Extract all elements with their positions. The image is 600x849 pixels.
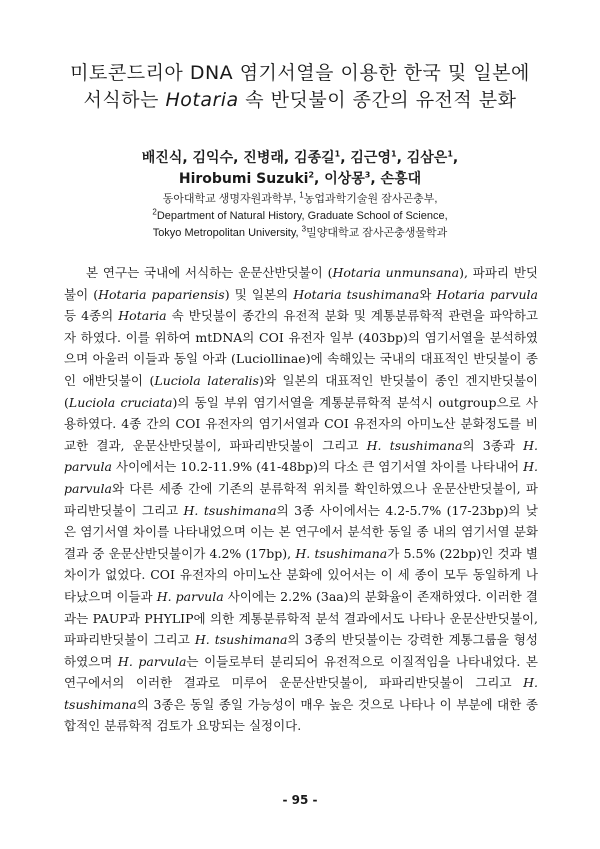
species-name: H. tsushimana: [64, 675, 538, 712]
affiliation-text: 밀양대학교 잠사곤충생물학과: [306, 227, 448, 239]
affiliation-line-1: [40, 191, 560, 208]
author-names: 배진식, 김익수, 진병래, 김종길: [141, 150, 335, 166]
species-name: H. parvula: [64, 459, 538, 496]
affiliation-text: 동아대학교 생명자원과학부,: [162, 193, 300, 205]
page-number: - 95 -: [282, 793, 318, 807]
abstract-paragraph: [64, 262, 538, 737]
species-name: Luciola lateralis: [154, 372, 259, 388]
species-name: H. tsushimana: [183, 502, 277, 518]
species-name: H. tsushimana: [366, 437, 463, 453]
affiliation-mark: 2: [308, 170, 315, 180]
abstract-text: 속 반딧불이 종간의 유전적 분화 및 계통분류학적 관련을 파악하고자 하였다. 이를 위하여 mtDNA의 COI 유전자 일부 (403bp)의 염기서열을 분석하였으며 아울러 이들과 동일 아과 (Luciollinae)에 속해있는 국내의 대표적인 반딧불이 종인 애반딧불이 (: [64, 308, 538, 388]
species-name: Hotaria papariensis: [98, 286, 225, 302]
species-name: H. parvula: [64, 437, 538, 475]
abstract-text: 의 3종은 동일 종일 가능성이 매우 높은 것으로 나타나 이 부분에 대한 종합적인 분류학적 검토가 요망되는 실정이다.: [64, 696, 538, 734]
species-name: H. parvula: [156, 588, 224, 604]
affiliation-line-2: [40, 208, 560, 225]
abstract-text: ) 및 일본의: [224, 286, 294, 302]
author-names: , 손흥대: [370, 171, 422, 187]
author-names: Hirobumi Suzuki: [178, 171, 309, 187]
paper-title: [40, 60, 560, 114]
title-text: 서식하는: [83, 89, 166, 111]
affiliation-text: Department of Natural History, Graduate School of Science,: [156, 210, 448, 222]
abstract-text: 와: [419, 286, 437, 302]
title-genus: Hotaria: [165, 89, 239, 111]
species-name: Hotaria parvula: [436, 286, 538, 302]
affiliation-mark: 1: [334, 149, 341, 159]
affiliation-text: Tokyo Metropolitan University,: [152, 227, 302, 239]
species-name: H. tsushimana: [295, 545, 388, 561]
species-name: Hotaria tsushimana: [293, 286, 420, 302]
author-names: , 이상몽: [314, 171, 365, 187]
affiliation-mark: 1: [447, 149, 453, 159]
affiliations: [40, 191, 560, 242]
title-text: 속 반딧불이 종간의 유전적 분화: [238, 89, 517, 111]
affiliation-mark: 3: [301, 224, 307, 234]
affiliation-mark: 2: [152, 207, 157, 217]
affiliation-text: 농업과학기술원 잠사곤충부,: [303, 193, 438, 205]
abstract-text: 는 이들로부터 분리되어 유전적으로 이질적임을 나타내었다. 본 연구에서의 이러한 결과로 미루어 운문산반딧불이, 파파리반딧불이 그리고: [64, 653, 539, 691]
species-name: Hotaria unmunsana: [332, 265, 460, 280]
abstract-text: 의 3종 사이에서는 4.2-5.7% (17-23bp)의 낮은 염기서열 차이를 나타내었으며 이는 본 연구에서 분석한 동일 종 내의 염기서열 분화 결과 중 운문산반딧불이가 4.2% (17bp),: [64, 502, 538, 561]
species-name: H. tsushimana: [194, 632, 288, 648]
abstract-text: 등 4종의: [64, 308, 119, 324]
species-name: H. parvula: [117, 653, 187, 669]
species-name: Luciola cruciata: [68, 394, 173, 410]
affiliation-mark: 1: [390, 149, 397, 159]
author-line-1: [40, 148, 560, 169]
abstract-text: )의 동일 부위 염기서열을 계통분류학적 분석시 outgroup으로 사용하였다. 4종 간의 COI 유전자의 염기서열과 COI 유전자의 아미노산 분화정도를 비교한 결과, 운문산반딧불이, 파파리반딧불이 그리고: [64, 394, 538, 453]
affiliation-mark: 3: [364, 170, 371, 180]
author-names: , 김삼은: [396, 150, 448, 166]
author-line-2: [40, 169, 560, 190]
abstract-text: 가 5.5% (22bp)인 것과 별 차이가 없었다. COI 유전자의 아미노산 분화에 있어서는 이 세 종이 모두 동일하게 나타났으며 이들과: [64, 545, 538, 604]
title-line-1: 미토콘드리아 DNA 염기서열을 이용한 한국 및 일본에: [70, 62, 530, 84]
abstract-text: 사이에는 2.2% (3aa)의 분화율이 존재하였다. 이러한 결과는 PAUP과 PHYLIP에 의한 계통분류학적 분석 결과에서도 나타나 운문산반딧불이, 파파리반딧불이 그리고: [64, 588, 539, 648]
abstract-text: ), 파파리 반딧불이 (: [64, 265, 538, 302]
author-list: [40, 148, 560, 190]
abstract-text: 사이에서는 10.2-11.9% (41-48bp)의 다소 큰 염기서열 차이를 나타내어: [112, 459, 524, 475]
abstract-text: 의 3종과: [462, 437, 524, 453]
author-names: , 김근영: [340, 150, 391, 166]
abstract-text: 와 다른 세종 간에 기존의 분류학적 위치를 확인하였으나 운문산반딧불이, 파파리반딧불이 그리고: [64, 480, 538, 518]
affiliation-line-3: [40, 225, 560, 242]
abstract-text: 본 연구는 국내에 서식하는 운문산반딧불이 (: [86, 265, 333, 280]
title-line-2: [40, 87, 560, 114]
species-name: Hotaria: [118, 308, 167, 324]
abstract-text: )와 일본의 대표적인 반딧불이 종인 겐지반딧불이 (: [64, 372, 538, 410]
abstract-text: 의 3종의 반딧불이는 강력한 계통그룹을 형성하였으며: [64, 632, 539, 669]
affiliation-mark: 1: [299, 190, 304, 200]
author-names: ,: [452, 150, 459, 166]
